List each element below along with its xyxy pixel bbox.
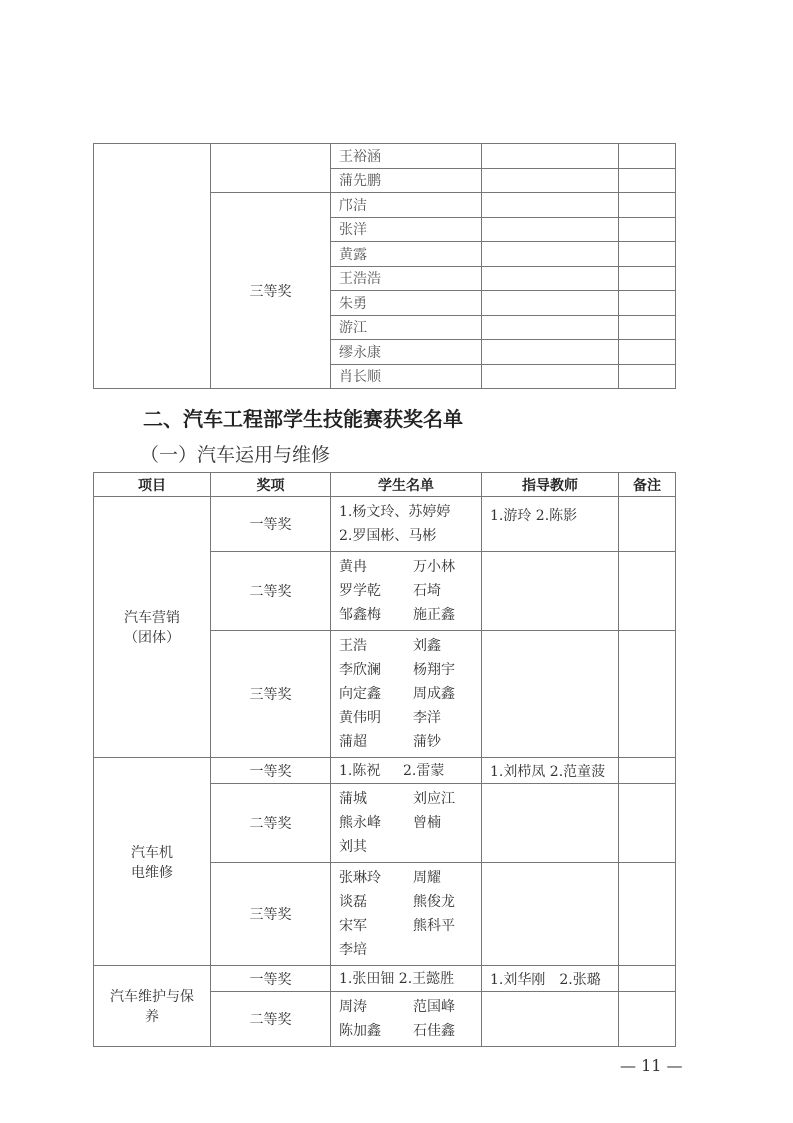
award-cell: 一等奖: [211, 966, 331, 992]
student-name: 游江: [331, 315, 482, 340]
student-name: 邝洁: [331, 193, 482, 218]
student-name: 肖长顺: [331, 364, 482, 389]
student-list: 张琳玲 周耀 谈磊 熊俊龙 宋军 熊科平 李培: [331, 863, 482, 966]
student-list: 蒲城 刘应江 熊永峰 曾楠 刘其: [331, 784, 482, 863]
student-name: 朱勇: [331, 291, 482, 316]
student-name: 黄露: [331, 242, 482, 267]
award-cell: 二等奖: [211, 552, 331, 631]
header-award: 奖项: [211, 473, 331, 497]
award-cell: 二等奖: [211, 784, 331, 863]
teacher-cell: 1.刘栉凤 2.范童菠: [482, 758, 619, 784]
notes-cell: [619, 497, 676, 552]
teacher-cell: 1.刘华刚 2.张璐: [482, 966, 619, 992]
award-cell: 二等奖: [211, 992, 331, 1047]
student-list: 1.陈祝 2.雷蒙: [331, 758, 482, 784]
header-notes: 备注: [619, 473, 676, 497]
award-cell: 一等奖: [211, 758, 331, 784]
award-cell: 三等奖: [211, 863, 331, 966]
award-cell: [211, 144, 331, 193]
student-name: 缪永康: [331, 340, 482, 365]
award-cell: 三等奖: [211, 193, 331, 389]
student-list: 1.张田钿 2.王懿胜: [331, 966, 482, 992]
award-cell: 三等奖: [211, 631, 331, 758]
header-project: 项目: [94, 473, 211, 497]
student-list: 1.杨文玲、苏婷婷 2.罗国彬、马彬: [331, 497, 482, 552]
student-list: 黄冉 万小林 罗学乾 石埼 邹鑫梅 施正鑫: [331, 552, 482, 631]
award-table: [93, 472, 676, 1047]
student-list: 王浩 刘鑫 李欣澜 杨翔宇 向定鑫 周成鑫 黄伟明 李洋 蒲超 蒲钞: [331, 631, 482, 758]
header-students: 学生名单: [331, 473, 482, 497]
award-cell: 一等奖: [211, 497, 331, 552]
project-cell: [94, 144, 211, 389]
page-number: — 11 —: [620, 1056, 683, 1075]
header-teacher: 指导教师: [482, 473, 619, 497]
section-title: 二、汽车工程部学生技能赛获奖名单: [143, 407, 463, 431]
teacher-cell: 1.游玲 2.陈影: [482, 497, 619, 552]
subsection-title: （一）汽车运用与维修: [140, 444, 331, 466]
student-list: 周涛 范国峰 陈加鑫 石佳鑫: [331, 992, 482, 1047]
project-cell: 汽车机 电维修: [94, 758, 211, 966]
project-cell: 汽车营销 （团体）: [94, 497, 211, 758]
student-name: 张洋: [331, 217, 482, 242]
header-row: [94, 473, 676, 497]
student-name: 王浩浩: [331, 266, 482, 291]
student-name: 王裕涵: [331, 144, 482, 169]
continued-award-table: [93, 143, 676, 389]
project-cell: 汽车维护与保 养: [94, 966, 211, 1047]
student-name: 蒲先鹏: [331, 168, 482, 193]
